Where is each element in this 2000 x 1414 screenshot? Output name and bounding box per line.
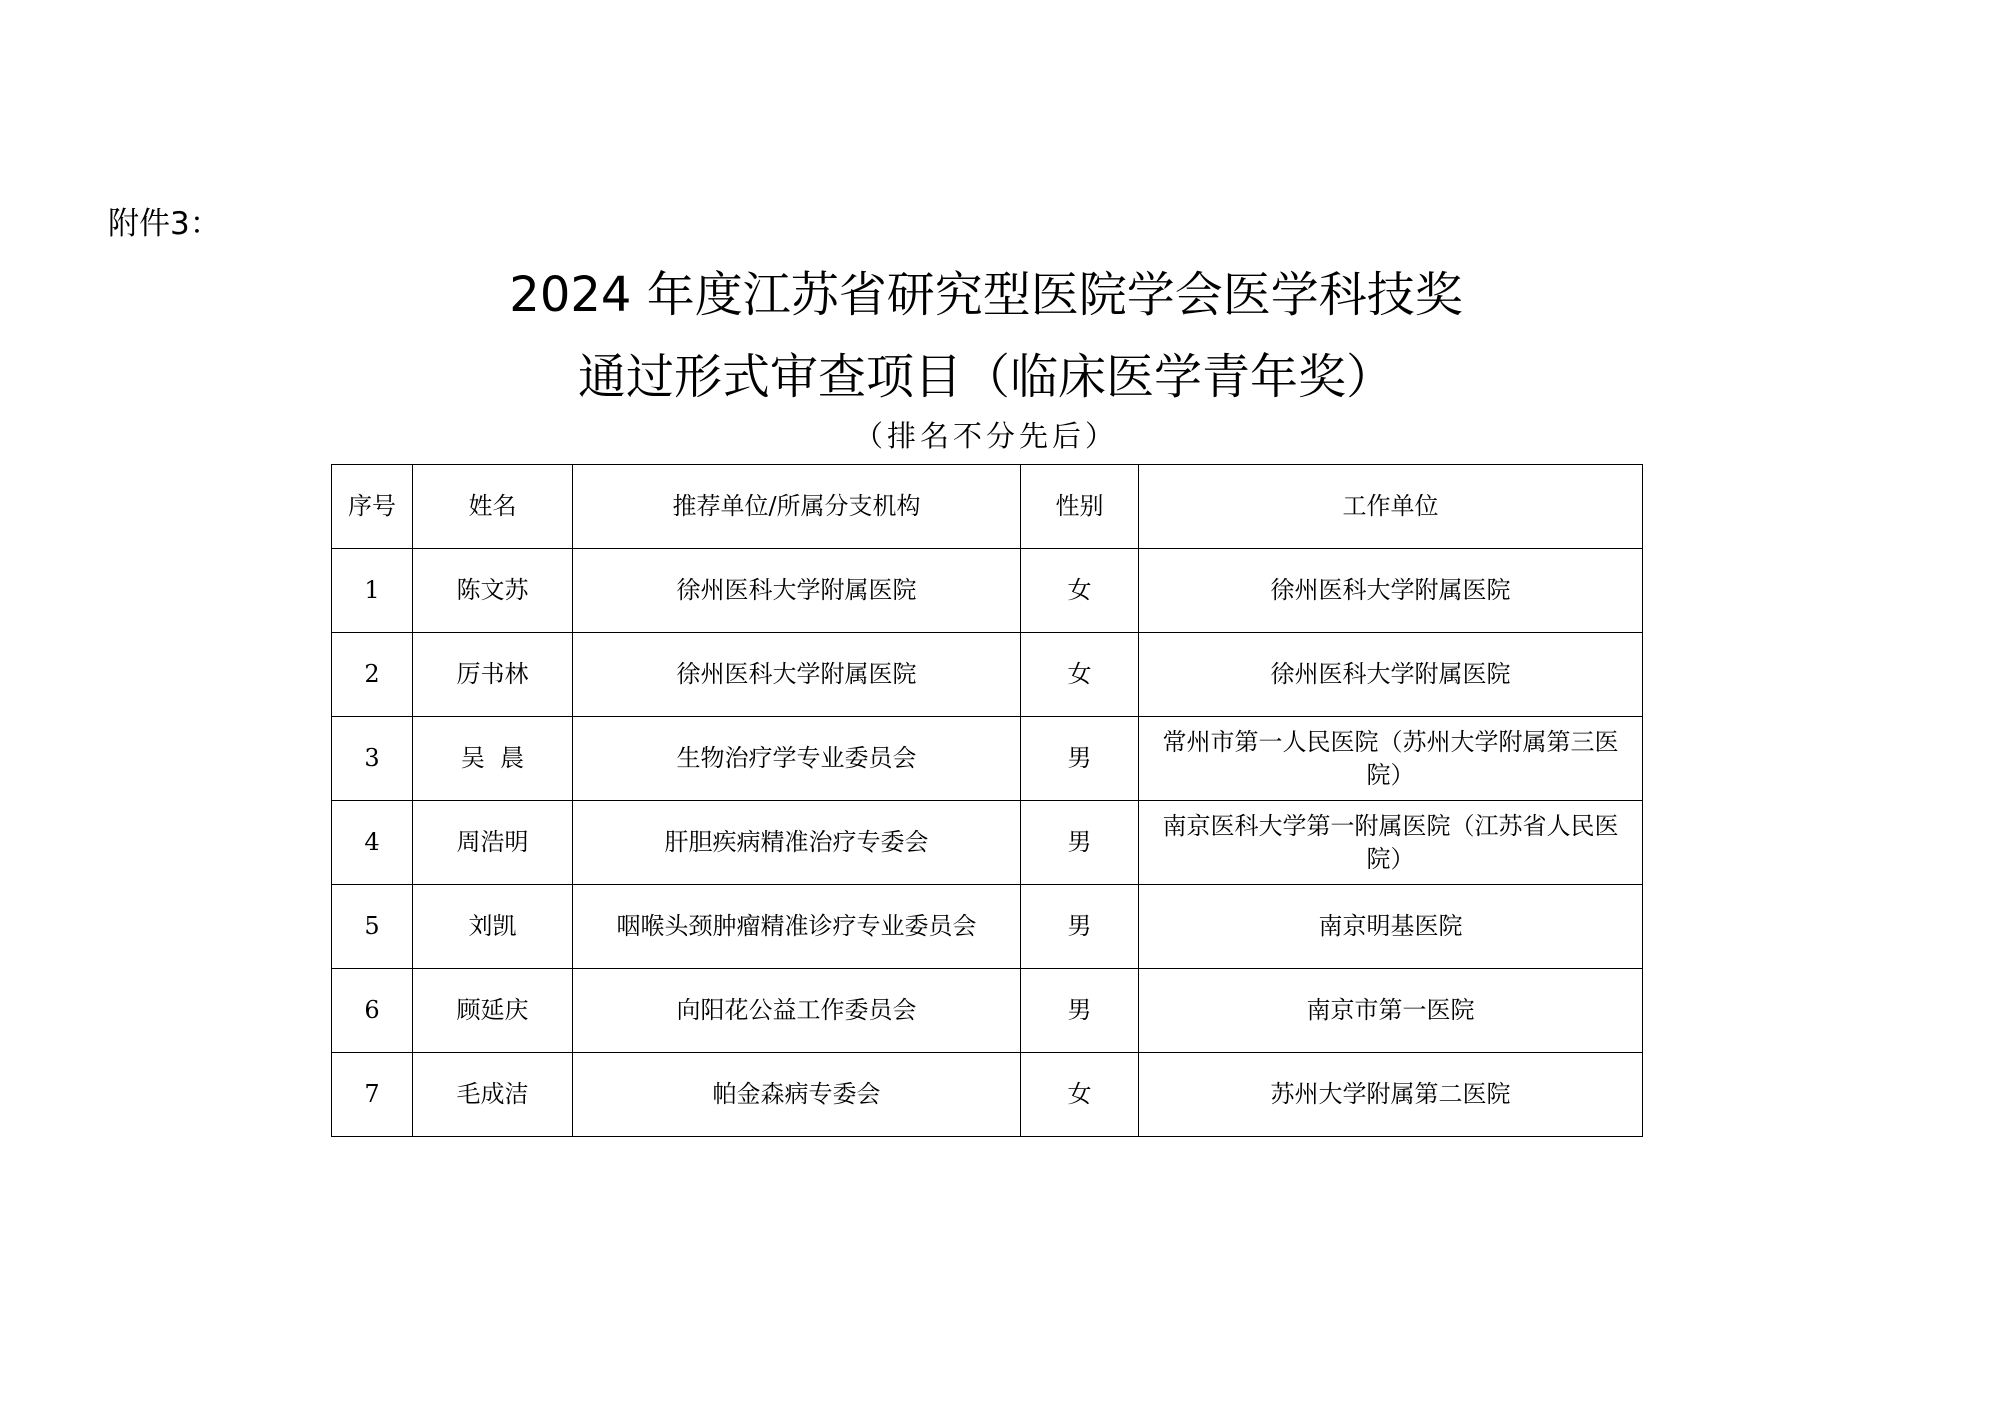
- document-title-line1: 2024 年度江苏省研究型医院学会医学科技奖: [509, 267, 1463, 323]
- cell-gender: 男: [1021, 885, 1139, 969]
- cell-work-unit: 南京医科大学第一附属医院（江苏省人民医院）: [1139, 801, 1643, 885]
- cell-serial-number: 7: [332, 1053, 413, 1137]
- cell-recommending-unit: 帕金森病专委会: [573, 1053, 1021, 1137]
- cell-serial-number: 4: [332, 801, 413, 885]
- table-row: [332, 633, 1643, 717]
- table-row: [332, 549, 1643, 633]
- cell-name: 吴 晨: [413, 717, 573, 801]
- cell-name: 厉书林: [413, 633, 573, 717]
- cell-work-unit: 徐州医科大学附属医院: [1139, 633, 1643, 717]
- table-row: [332, 969, 1643, 1053]
- cell-serial-number: 5: [332, 885, 413, 969]
- cell-recommending-unit: 徐州医科大学附属医院: [573, 549, 1021, 633]
- cell-gender: 女: [1021, 1053, 1139, 1137]
- cell-work-unit: 徐州医科大学附属医院: [1139, 549, 1643, 633]
- cell-work-unit: 南京市第一医院: [1139, 969, 1643, 1053]
- cell-serial-number: 2: [332, 633, 413, 717]
- table-row: [332, 801, 1643, 885]
- cell-recommending-unit: 向阳花公益工作委员会: [573, 969, 1021, 1053]
- cell-serial-number: 6: [332, 969, 413, 1053]
- document-subtitle: （排名不分先后）: [853, 419, 1118, 453]
- cell-recommending-unit: 咽喉头颈肿瘤精准诊疗专业委员会: [573, 885, 1021, 969]
- cell-name: 顾延庆: [413, 969, 573, 1053]
- document-title-line2: 通过形式审查项目（临床医学青年奖）: [577, 349, 1394, 405]
- cell-recommending-unit: 生物治疗学专业委员会: [573, 717, 1021, 801]
- cell-gender: 男: [1021, 801, 1139, 885]
- cell-gender: 女: [1021, 549, 1139, 633]
- cell-gender: 男: [1021, 969, 1139, 1053]
- cell-recommending-unit: 肝胆疾病精准治疗专委会: [573, 801, 1021, 885]
- header-serial-number: 序号: [332, 465, 413, 549]
- cell-gender: 男: [1021, 717, 1139, 801]
- attachment-label: 附件3：: [108, 206, 221, 242]
- header-gender: 性别: [1021, 465, 1139, 549]
- cell-name: 刘凯: [413, 885, 573, 969]
- cell-name: 周浩明: [413, 801, 573, 885]
- cell-name: 毛成洁: [413, 1053, 573, 1137]
- award-projects-table: [331, 464, 1643, 1137]
- header-name: 姓名: [413, 465, 573, 549]
- table-row: [332, 717, 1643, 801]
- cell-recommending-unit: 徐州医科大学附属医院: [573, 633, 1021, 717]
- table-row: [332, 885, 1643, 969]
- cell-work-unit: 南京明基医院: [1139, 885, 1643, 969]
- cell-serial-number: 3: [332, 717, 413, 801]
- cell-work-unit: 常州市第一人民医院（苏州大学附属第三医院）: [1139, 717, 1643, 801]
- cell-gender: 女: [1021, 633, 1139, 717]
- table-row: [332, 1053, 1643, 1137]
- cell-work-unit: 苏州大学附属第二医院: [1139, 1053, 1643, 1137]
- cell-serial-number: 1: [332, 549, 413, 633]
- header-work-unit: 工作单位: [1139, 465, 1643, 549]
- header-recommending-unit: 推荐单位/所属分支机构: [573, 465, 1021, 549]
- table-header-row: [332, 465, 1643, 549]
- cell-name: 陈文苏: [413, 549, 573, 633]
